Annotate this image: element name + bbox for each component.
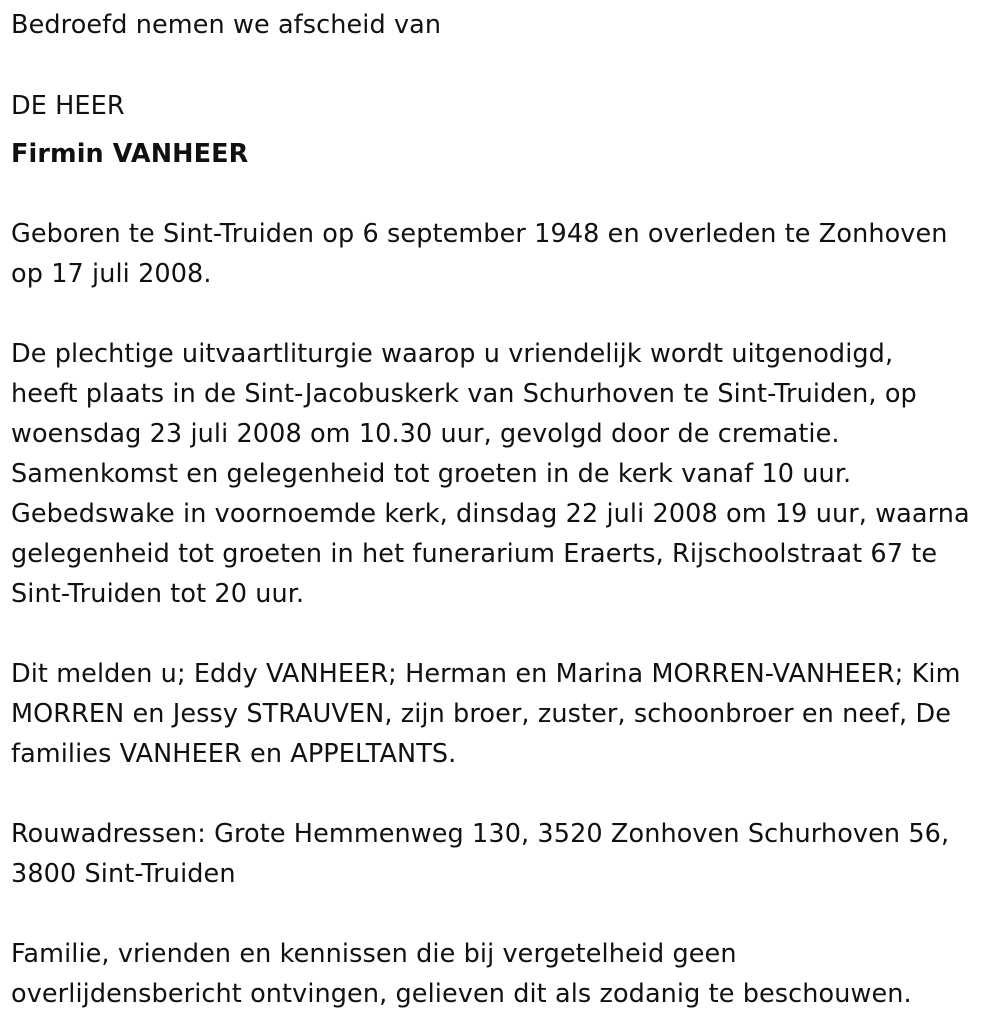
closing-line-1: Familie, vrienden en kennissen die bij vergetelheid geen bbox=[11, 939, 737, 969]
ceremony-line-4: Samenkomst en gelegenheid tot groeten in de kerk vanaf 10 uur. bbox=[11, 459, 852, 489]
ceremony-line-3: woensdag 23 juli 2008 om 10.30 uur, gevolgd door de crematie. bbox=[11, 419, 840, 449]
ceremony-line-5: Gebedswake in voornoemde kerk, dinsdag 22 juli 2008 om 19 uur, waarna bbox=[11, 499, 970, 529]
ceremony-line-6: gelegenheid tot groeten in het funerarium Eraerts, Rijschoolstraat 67 te bbox=[11, 539, 938, 569]
intro-text: Bedroefd nemen we afscheid van bbox=[11, 10, 442, 40]
deceased-name: Firmin VANHEER bbox=[11, 139, 249, 169]
birth-death-line-2: op 17 juli 2008. bbox=[11, 259, 212, 289]
family-line-3: families VANHEER en APPELTANTS. bbox=[11, 739, 457, 769]
ceremony-line-2: heeft plaats in de Sint-Jacobuskerk van Schurhoven te Sint-Truiden, op bbox=[11, 379, 917, 409]
birth-death-line-1: Geboren te Sint-Truiden op 6 september 1948 en overleden te Zonhoven bbox=[11, 219, 948, 249]
family-line-2: MORREN en Jessy STRAUVEN, zijn broer, zuster, schoonbroer en neef, De bbox=[11, 699, 951, 729]
ceremony-line-1: De plechtige uitvaartliturgie waarop u vriendelijk wordt uitgenodigd, bbox=[11, 339, 894, 369]
family-line-1: Dit melden u; Eddy VANHEER; Herman en Marina MORREN-VANHEER; Kim bbox=[11, 659, 961, 689]
honorific-title: DE HEER bbox=[11, 91, 125, 121]
closing-line-2: overlijdensbericht ontvingen, gelieven dit als zodanig te beschouwen. bbox=[11, 979, 912, 1009]
address-line-1: Rouwadressen: Grote Hemmenweg 130, 3520 Zonhoven Schurhoven 56, bbox=[11, 819, 950, 849]
address-line-2: 3800 Sint-Truiden bbox=[11, 859, 236, 889]
ceremony-line-7: Sint-Truiden tot 20 uur. bbox=[11, 579, 305, 609]
